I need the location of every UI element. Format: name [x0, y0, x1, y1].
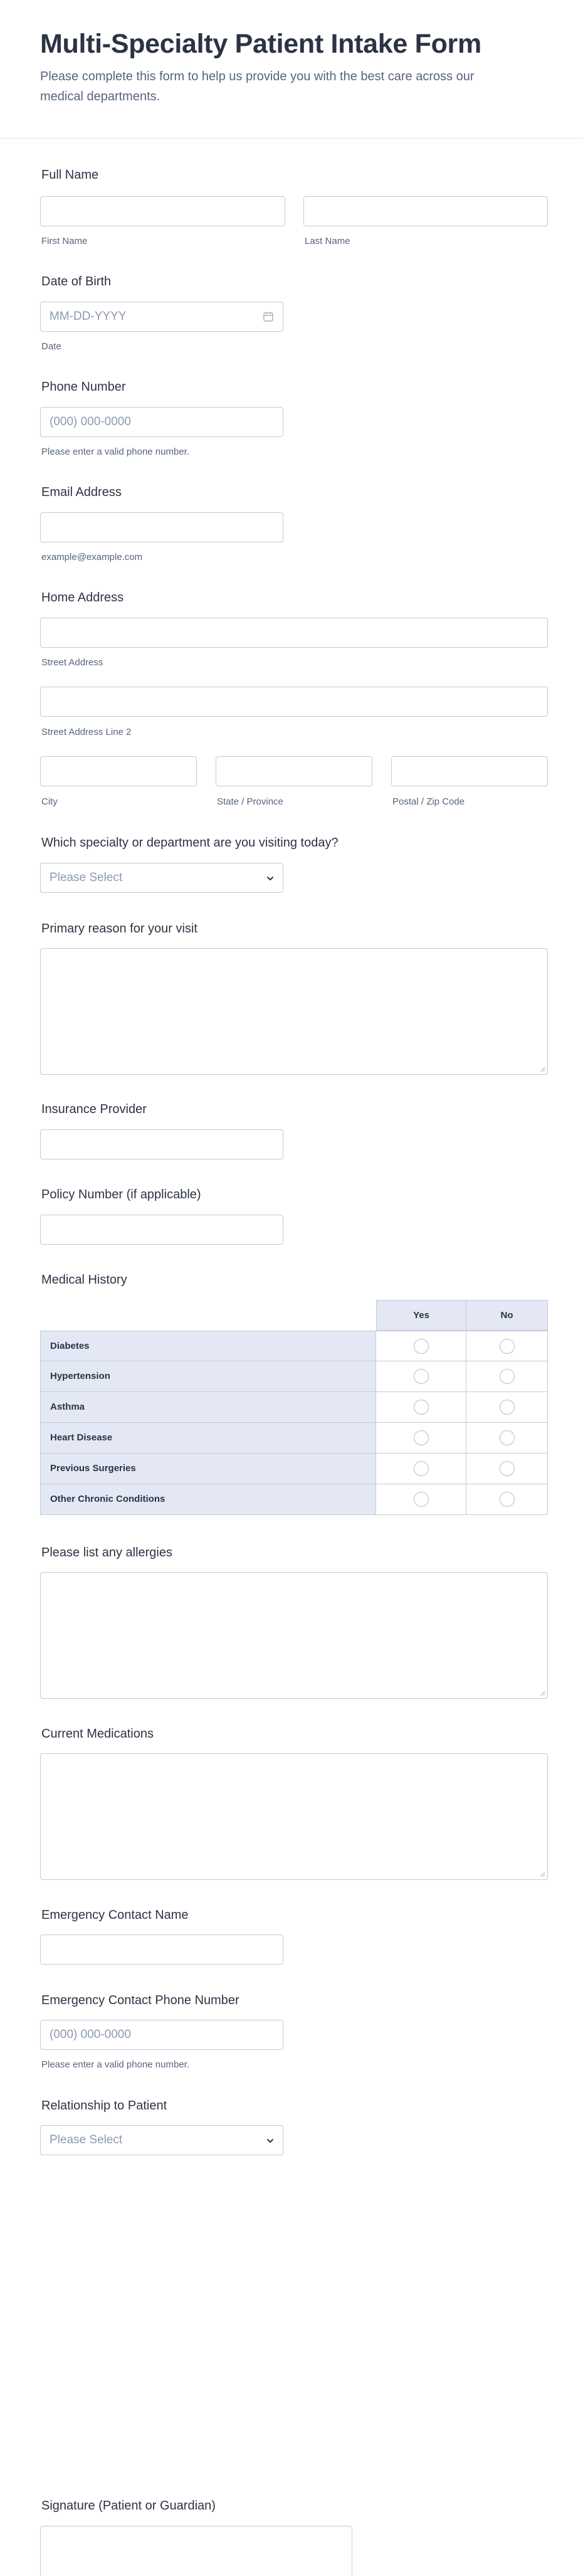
matrix-col-no: No	[466, 1300, 548, 1331]
matrix-cell-no	[466, 1361, 548, 1392]
matrix-row-label: Diabetes	[40, 1331, 376, 1361]
form-title: Multi-Specialty Patient Intake Form	[40, 29, 481, 59]
dob-label: Date of Birth	[41, 275, 112, 288]
specialty-select[interactable]	[40, 863, 283, 893]
radio-yes[interactable]	[414, 1339, 429, 1354]
matrix-cell-no	[466, 1484, 548, 1515]
insurance-label: Insurance Provider	[41, 1102, 147, 1116]
emergency-name-label: Emergency Contact Name	[41, 1908, 189, 1922]
emergency-name-input[interactable]	[40, 1935, 283, 1965]
matrix-row	[40, 1361, 548, 1392]
phone-label: Phone Number	[41, 380, 126, 394]
radio-no[interactable]	[500, 1492, 515, 1507]
signature-pad[interactable]	[40, 2526, 352, 2576]
street-address-line2-input[interactable]	[40, 687, 548, 717]
first-name-input[interactable]	[40, 196, 285, 226]
email-label: Email Address	[41, 485, 122, 499]
emergency-phone-placeholder: (000) 000-0000	[50, 2028, 131, 2041]
matrix-row-label: Other Chronic Conditions	[40, 1484, 376, 1515]
resize-handle-icon[interactable]	[539, 1066, 545, 1072]
allergies-label: Please list any allergies	[41, 1546, 172, 1560]
radio-yes[interactable]	[414, 1461, 429, 1476]
matrix-cell-no	[466, 1454, 548, 1484]
policy-label: Policy Number (if applicable)	[41, 1188, 201, 1201]
medications-textarea[interactable]	[40, 1753, 548, 1880]
matrix-cell-no	[466, 1392, 548, 1423]
matrix-row	[40, 1331, 548, 1361]
radio-yes[interactable]	[414, 1400, 429, 1415]
specialty-selected-value: Please Select	[50, 871, 123, 884]
dob-placeholder: MM-DD-YYYY	[50, 310, 127, 323]
radio-no[interactable]	[500, 1430, 515, 1445]
matrix-cell-yes	[376, 1454, 466, 1484]
policy-input[interactable]	[40, 1215, 283, 1245]
radio-yes[interactable]	[414, 1369, 429, 1384]
radio-yes[interactable]	[414, 1492, 429, 1507]
address-label: Home Address	[41, 591, 124, 604]
relationship-label: Relationship to Patient	[41, 2099, 167, 2113]
insurance-input[interactable]	[40, 1129, 283, 1159]
reason-label: Primary reason for your visit	[41, 922, 197, 936]
street-address-line2-sublabel: Street Address Line 2	[41, 727, 132, 737]
resize-handle-icon[interactable]	[539, 1871, 545, 1877]
matrix-cell-yes	[376, 1361, 466, 1392]
last-name-input[interactable]	[303, 196, 548, 226]
relationship-select[interactable]	[40, 2125, 283, 2155]
reason-textarea[interactable]	[40, 948, 548, 1075]
radio-no[interactable]	[500, 1400, 515, 1415]
matrix-row-label: Heart Disease	[40, 1423, 376, 1454]
matrix-header-row	[40, 1300, 548, 1331]
street-address-input[interactable]	[40, 618, 548, 648]
full-name-label: Full Name	[41, 168, 99, 182]
specialty-label: Which specialty or department are you visiting today?	[41, 836, 339, 850]
zip-sublabel: Postal / Zip Code	[392, 796, 465, 807]
radio-yes[interactable]	[414, 1430, 429, 1445]
last-name-sublabel: Last Name	[305, 236, 350, 246]
chevron-down-icon	[265, 874, 275, 884]
history-label: Medical History	[41, 1273, 127, 1287]
radio-no[interactable]	[500, 1369, 515, 1384]
chevron-down-icon	[265, 2136, 275, 2146]
first-name-sublabel: First Name	[41, 236, 88, 246]
radio-no[interactable]	[500, 1339, 515, 1354]
matrix-cell-yes	[376, 1484, 466, 1515]
email-input[interactable]	[40, 512, 283, 542]
phone-placeholder: (000) 000-0000	[50, 415, 131, 428]
matrix-row-label: Previous Surgeries	[40, 1454, 376, 1484]
form-subtitle: Please complete this form to help us provide you with the best care across our medical departments.	[40, 70, 475, 103]
phone-input[interactable]	[40, 407, 283, 437]
matrix-row	[40, 1392, 548, 1423]
phone-sublabel: Please enter a valid phone number.	[41, 446, 189, 457]
resize-handle-icon[interactable]	[539, 1690, 545, 1696]
emergency-phone-label: Emergency Contact Phone Number	[41, 1993, 239, 2007]
state-sublabel: State / Province	[217, 796, 283, 807]
matrix-cell-yes	[376, 1331, 466, 1361]
email-sublabel: example@example.com	[41, 552, 143, 562]
radio-no[interactable]	[500, 1461, 515, 1476]
matrix-cell-no	[466, 1331, 548, 1361]
matrix-row	[40, 1423, 548, 1454]
emergency-phone-sublabel: Please enter a valid phone number.	[41, 2059, 189, 2070]
calendar-icon[interactable]	[263, 311, 274, 322]
matrix-row	[40, 1484, 548, 1515]
matrix-row-label: Hypertension	[40, 1361, 376, 1392]
dob-input[interactable]	[40, 302, 283, 332]
matrix-cell-yes	[376, 1423, 466, 1454]
dob-sublabel: Date	[41, 341, 61, 352]
matrix-col-yes: Yes	[376, 1300, 466, 1331]
matrix-row	[40, 1454, 548, 1484]
matrix-cell-no	[466, 1423, 548, 1454]
state-input[interactable]	[216, 756, 372, 786]
street-address-sublabel: Street Address	[41, 657, 103, 668]
matrix-cell-yes	[376, 1392, 466, 1423]
city-input[interactable]	[40, 756, 197, 786]
form-header	[0, 0, 583, 139]
signature-label: Signature (Patient or Guardian)	[41, 2499, 216, 2513]
medications-label: Current Medications	[41, 1727, 154, 1741]
matrix-row-label: Asthma	[40, 1392, 376, 1423]
allergies-textarea[interactable]	[40, 1572, 548, 1699]
city-sublabel: City	[41, 796, 58, 807]
relationship-selected-value: Please Select	[50, 2133, 123, 2146]
zip-input[interactable]	[391, 756, 548, 786]
emergency-phone-input[interactable]	[40, 2020, 283, 2050]
